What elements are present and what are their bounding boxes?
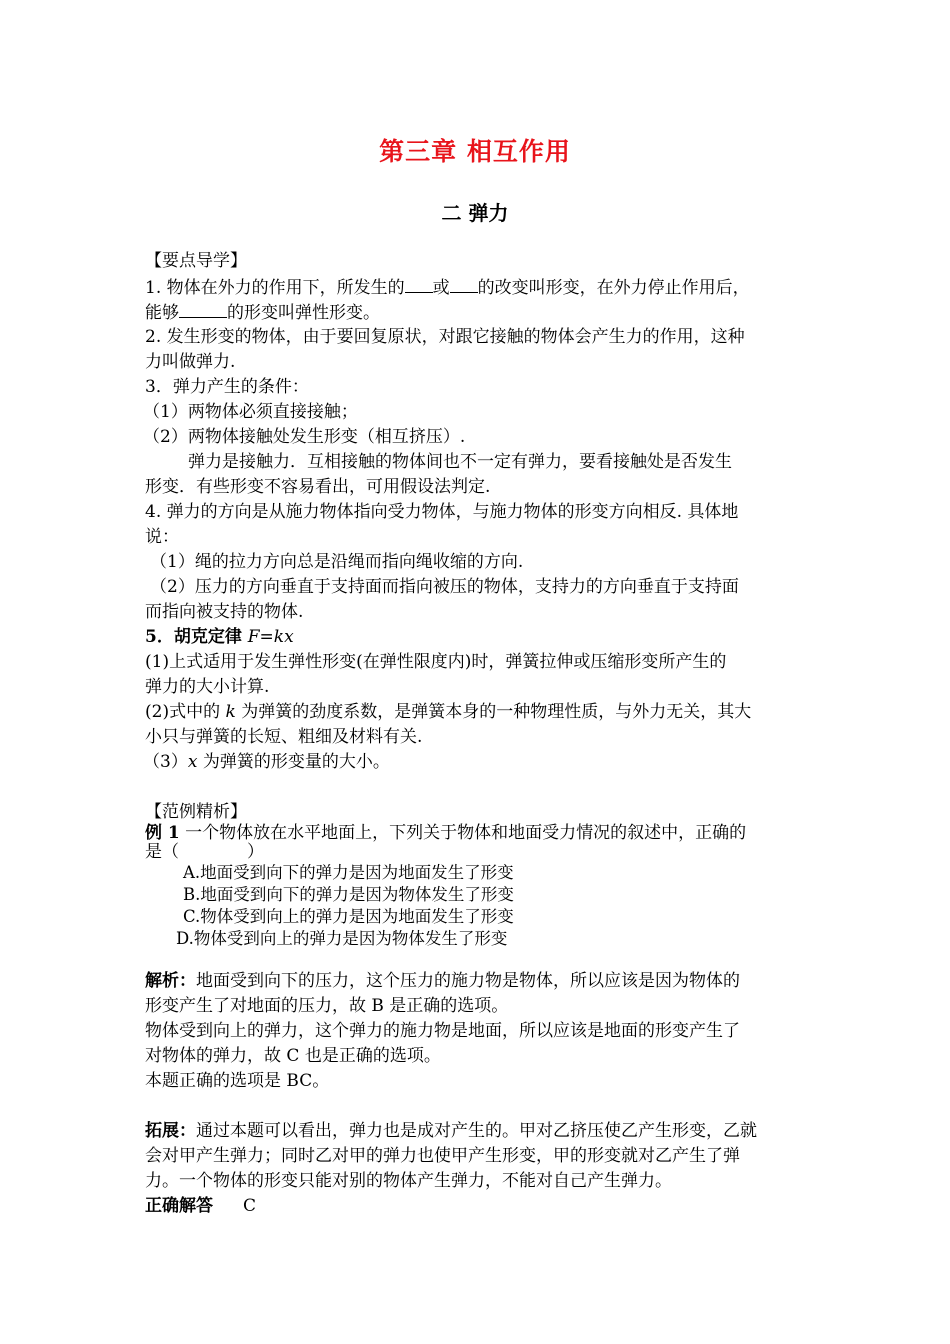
- chapter-title: 第三章 相互作用: [379, 137, 571, 166]
- analysis-line-5: 本题正确的选项是 BC。: [145, 1071, 330, 1091]
- point-4-item-1: （1）绳的拉力方向总是沿绳而指向绳收缩的方向.: [150, 552, 524, 572]
- option-a: A.地面受到向下的弹力是因为地面发生了形变: [183, 863, 514, 882]
- fill-blank: [179, 301, 227, 318]
- point-1-line-1: 1. 物体在外力的作用下，所发生的 或 的改变叫形变，在外力停止作用后，: [145, 278, 750, 298]
- option-b: B.地面受到向下的弹力是因为物体发生了形变: [183, 885, 514, 904]
- point-3-note-line-1: 弹力是接触力．互相接触的物体间也不一定有弹力，要看接触处是否发生: [188, 452, 732, 472]
- point-2-line-1: 2. 发生形变的物体，由于要回复原状，对跟它接触的物体会产生力的作用，这种: [145, 327, 745, 347]
- examples-heading: 【范例精析】: [145, 802, 247, 822]
- analysis-line-4: 对物体的弹力，故 C 也是正确的选项。: [145, 1046, 441, 1066]
- point-3: 3．弹力产生的条件：: [145, 377, 309, 397]
- option-d: D.物体受到向上的弹力是因为物体发生了形变: [176, 929, 508, 948]
- point-4-item-2-line-2: 而指向被支持的物体.: [145, 602, 304, 622]
- fill-blank: [450, 276, 478, 293]
- point-5-hooke-law: 5．胡克定律 F=kx: [145, 627, 294, 647]
- point-3-item-1: （1）两物体必须直接接触；: [143, 402, 358, 422]
- point-5-item-2-line-1: (2)式中的 k 为弹簧的劲度系数，是弹簧本身的一种物理性质，与外力无关，其大: [145, 702, 752, 722]
- point-3-note-line-2: 形变．有些形变不容易看出，可用假设法判定.: [145, 477, 491, 497]
- point-5-item-2-line-2: 小只与弹簧的长短、粗细及材料有关.: [145, 727, 423, 747]
- point-4-line-1: 4. 弹力的方向是从施力物体指向受力物体，与施力物体的形变方向相反. 具体地: [145, 502, 739, 522]
- point-5-item-3: （3）x 为弹簧的形变量的大小。: [143, 752, 390, 772]
- point-4-item-2-line-1: （2）压力的方向垂直于支持面而指向被压的物体，支持力的方向垂直于支持面: [150, 577, 739, 597]
- point-2-line-2: 力叫做弹力.: [145, 352, 236, 372]
- fill-blank: [405, 276, 433, 293]
- extension-line-3: 力。一个物体的形变只能对别的物体产生弹力，不能对自己产生弹力。: [145, 1171, 672, 1191]
- analysis-line-1: 解析：地面受到向下的压力，这个压力的施力物是物体，所以应该是因为物体的: [145, 971, 740, 991]
- point-4-line-2: 说：: [145, 527, 179, 547]
- example-1-line-2: 是（ ）: [145, 842, 264, 862]
- point-1-line-2: 能够 的形变叫弹性形变。: [145, 303, 380, 323]
- point-5-item-1-line-1: (1)上式适用于发生弹性形变(在弹性限度内)时，弹簧拉伸或压缩形变所产生的: [145, 652, 727, 672]
- analysis-line-2: 形变产生了对地面的压力，故 B 是正确的选项。: [145, 996, 509, 1016]
- analysis-line-3: 物体受到向上的弹力，这个弹力的施力物是地面，所以应该是地面的形变产生了: [145, 1021, 740, 1041]
- point-5-item-1-line-2: 弹力的大小计算.: [145, 677, 270, 697]
- correct-answer: 正确解答 C: [145, 1196, 257, 1216]
- key-points-heading: 【要点导学】: [145, 251, 247, 271]
- extension-line-2: 会对甲产生弹力；同时乙对甲的弹力也使甲产生形变，甲的形变就对乙产生了弹: [145, 1146, 740, 1166]
- extension-line-1: 拓展：通过本题可以看出，弹力也是成对产生的。甲对乙挤压使乙产生形变，乙就: [145, 1121, 757, 1141]
- option-c: C.物体受到向上的弹力是因为地面发生了形变: [183, 907, 514, 926]
- section-title: 二 弹力: [441, 201, 509, 225]
- example-1-line-1: 例 1 一个物体放在水平地面上，下列关于物体和地面受力情况的叙述中，正确的: [145, 823, 747, 843]
- point-3-item-2: （2）两物体接触处发生形变（相互挤压）.: [143, 427, 466, 447]
